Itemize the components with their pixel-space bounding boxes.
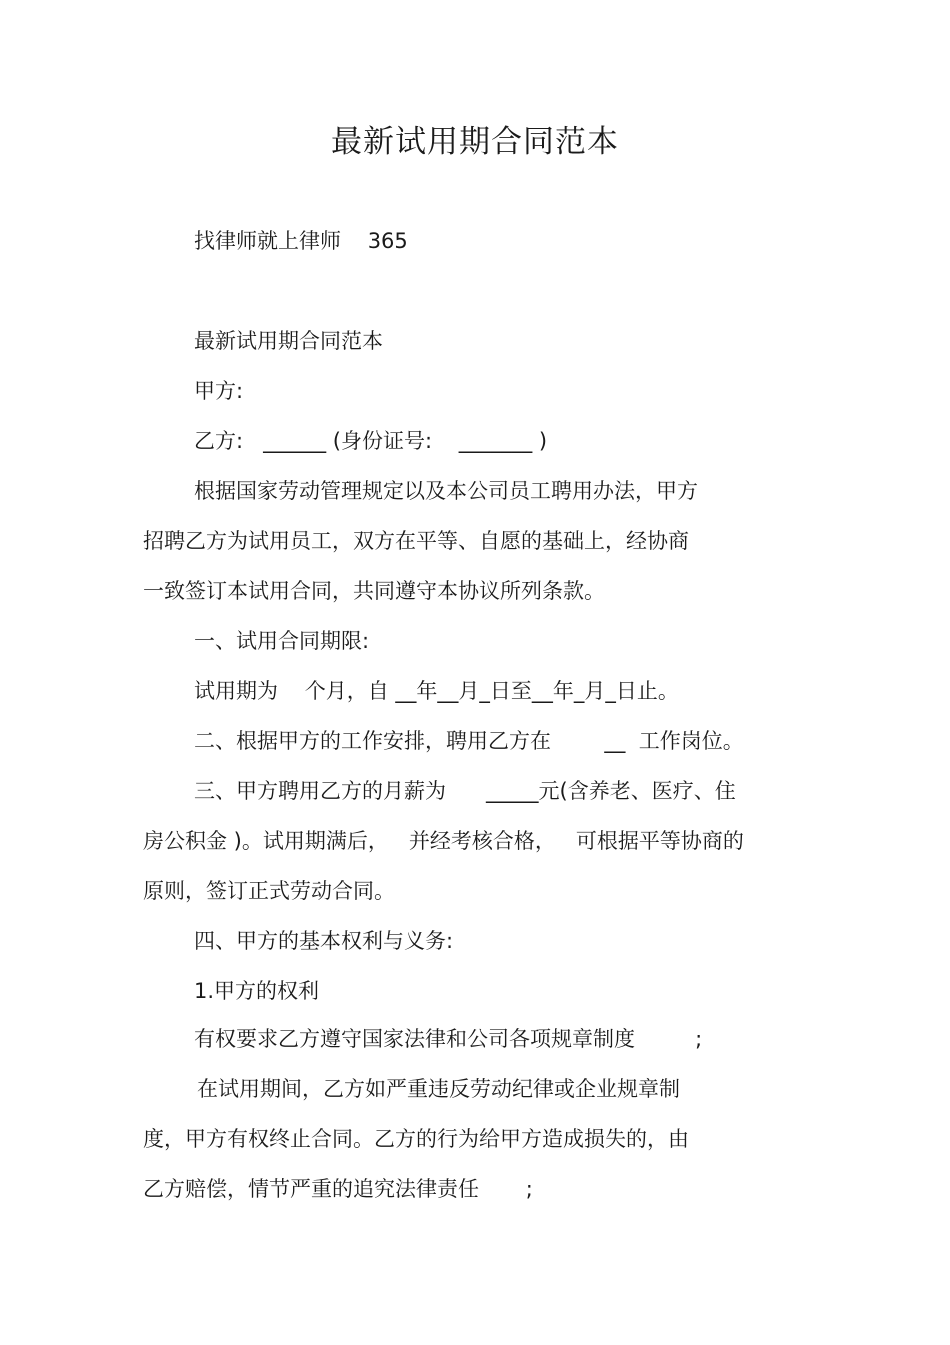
paragraph-line: 招聘乙方为试用员工，双方在平等、自愿的基础上，经协商: [143, 529, 689, 553]
paragraph-line: 有权要求乙方遵守国家法律和公司各项规章制度 ;: [194, 1027, 703, 1051]
paragraph-line: 乙方赔偿，情节严重的追究法律责任 ;: [143, 1177, 533, 1201]
paragraph-line: 在试用期间，乙方如严重违反劳动纪律或企业规章制: [197, 1077, 680, 1101]
contract-heading: 最新试用期合同范本: [194, 329, 383, 353]
source-line: 找律师就上律师 365: [194, 229, 408, 253]
section-heading: 二、根据甲方的工作安排，聘用乙方在 __ 工作岗位。: [194, 729, 744, 753]
section-heading: 三、甲方聘用乙方的月薪为 _____元(含养老、医疗、住: [194, 779, 736, 803]
section-heading: 四、甲方的基本权利与义务:: [194, 929, 454, 953]
paragraph-line: 一致签订本试用合同，共同遵守本协议所列条款。: [143, 579, 605, 603]
document-title: 最新试用期合同范本: [331, 124, 619, 160]
paragraph-line: 房公积金 )。试用期满后， 并经考核合格， 可根据平等协商的: [143, 829, 744, 853]
party-b-line: 乙方: ______ (身份证号: _______ ): [194, 429, 548, 453]
paragraph-line: 度，甲方有权终止合同。乙方的行为给甲方造成损失的，由: [143, 1127, 689, 1151]
party-a-line: 甲方:: [194, 379, 244, 403]
paragraph-line: 原则，签订正式劳动合同。: [143, 879, 395, 903]
subsection-heading: 1.甲方的权利: [194, 979, 320, 1003]
paragraph-line: 根据国家劳动管理规定以及本公司员工聘用办法，甲方: [194, 479, 698, 503]
section-heading: 一、试用合同期限:: [194, 629, 370, 653]
paragraph-line: 试用期为 个月，自 __年__月_日至__年_月_日止。: [194, 679, 679, 703]
